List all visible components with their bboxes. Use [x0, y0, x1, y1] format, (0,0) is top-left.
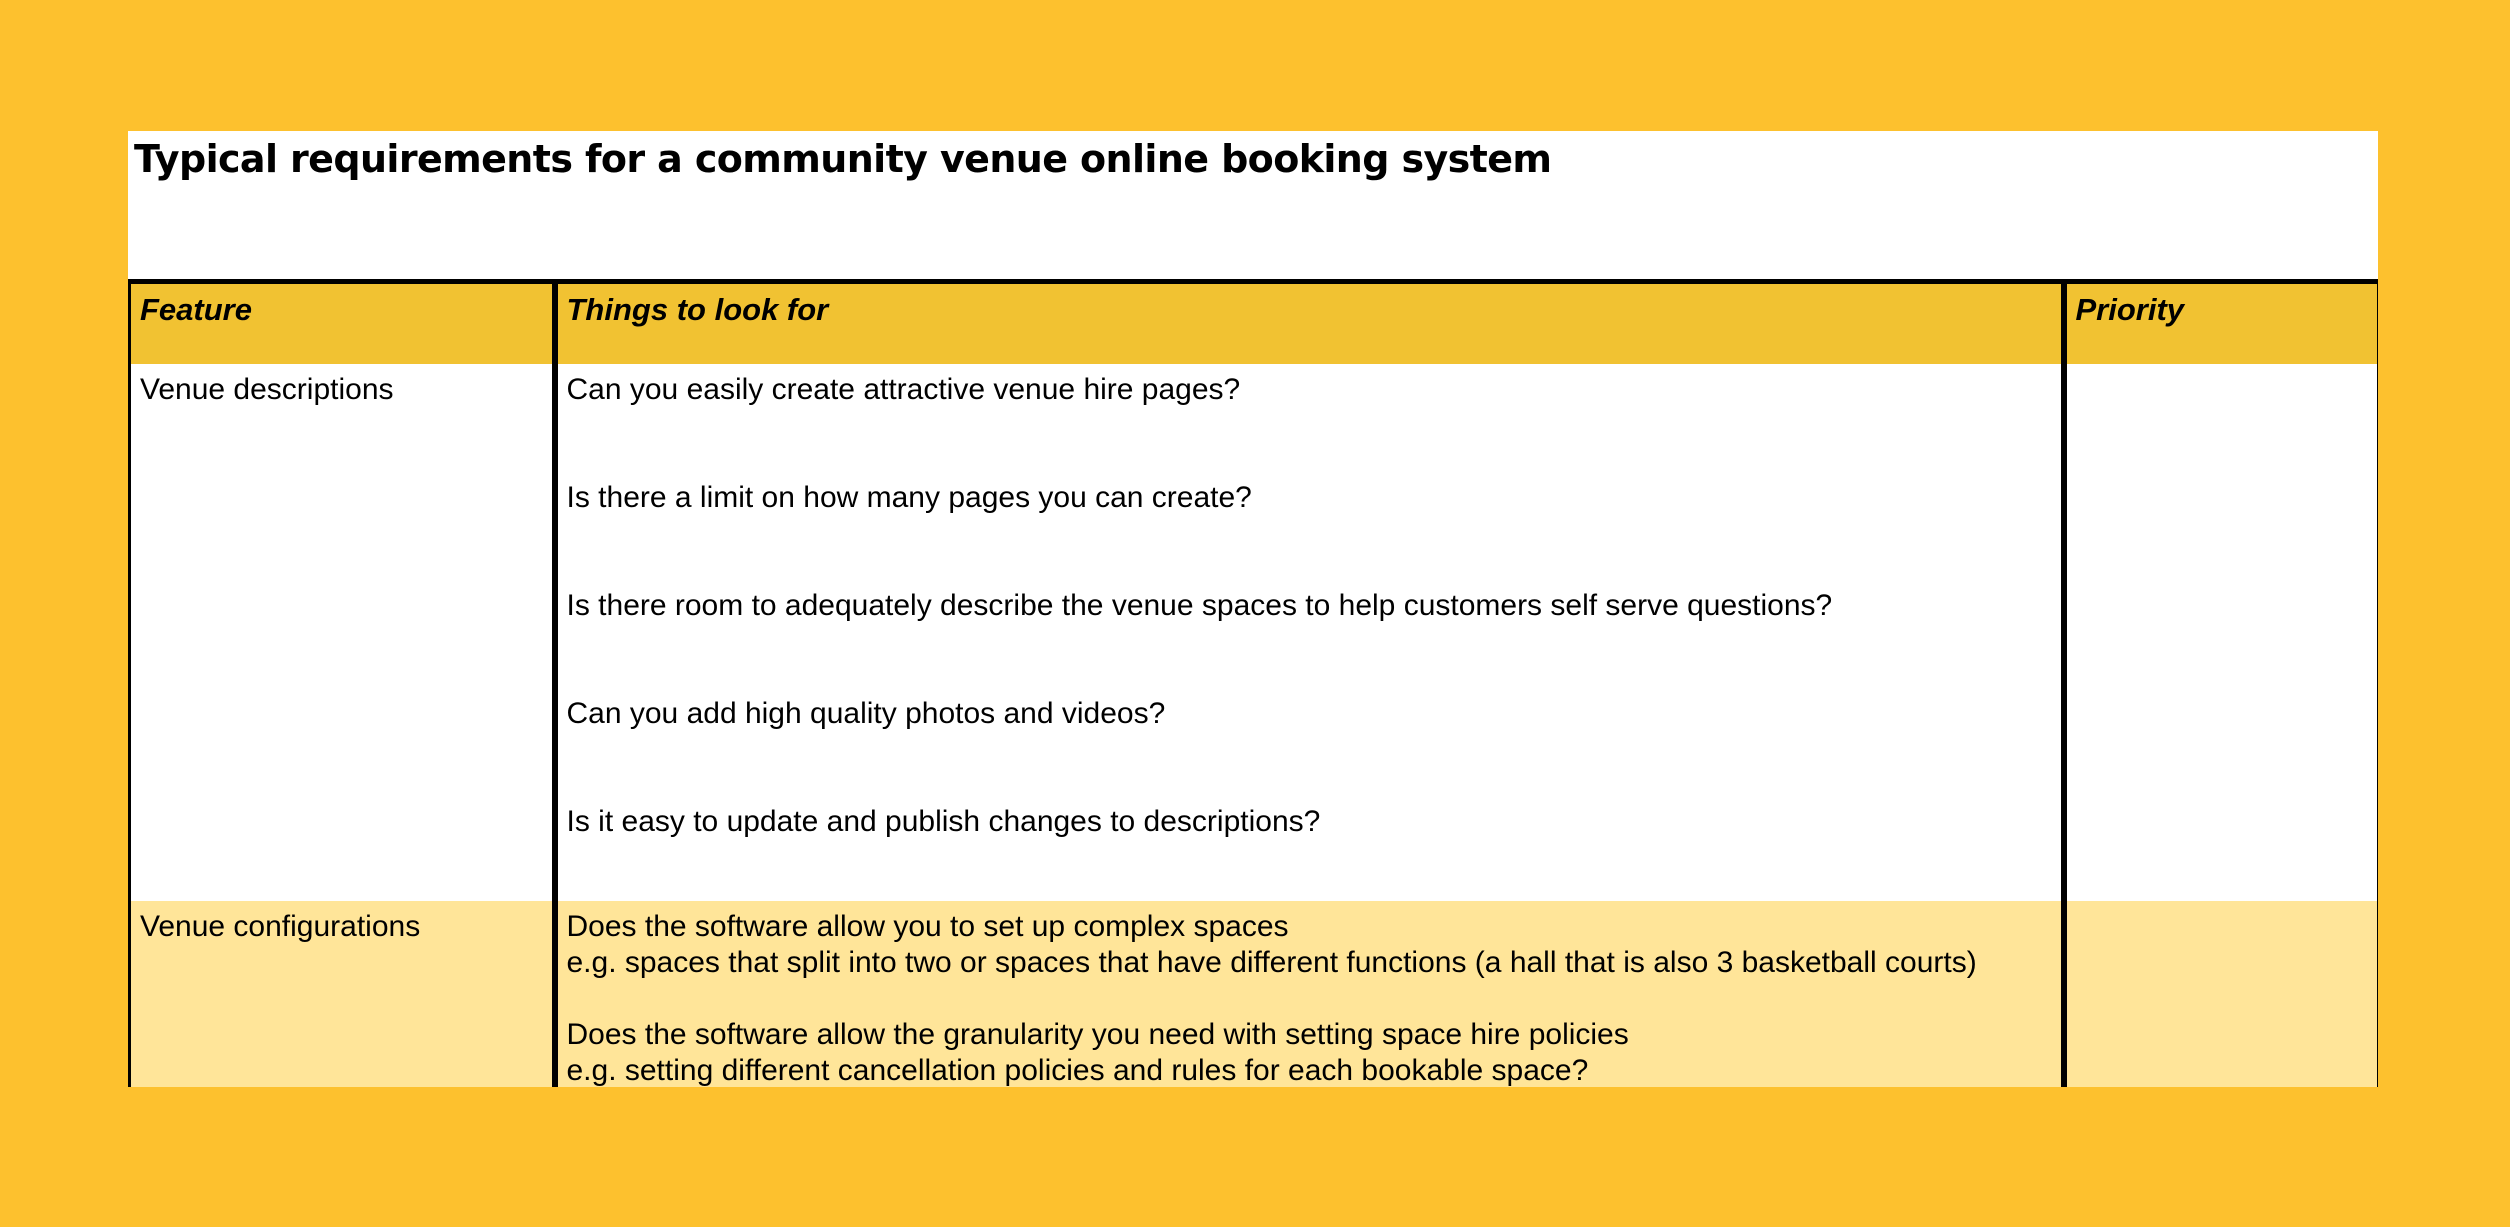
requirement-text: Does the software allow the granularity you need with setting space hire policies [566, 1017, 1629, 1051]
table-row [130, 364, 2379, 901]
requirement-example: e.g. setting different cancellation policies and rules for each bookable space? [566, 1053, 1589, 1087]
requirement-text: Is there room to adequately describe the venue spaces to help customers self serve questions? [566, 588, 1833, 622]
header-things-to-look-for[interactable]: Things to look for [555, 282, 2064, 364]
requirement-text: Can you easily create attractive venue hire pages? [566, 372, 1241, 406]
requirement-text: Is there a limit on how many pages you can create? [566, 480, 1252, 514]
priority-cell[interactable] [2064, 901, 2379, 1088]
header-priority[interactable]: Priority [2064, 282, 2379, 364]
things-cell[interactable] [555, 901, 2064, 1088]
priority-cell[interactable] [2064, 364, 2379, 901]
spreadsheet-sheet [128, 131, 2378, 1087]
requirement-text: Does the software allow you to set up complex spaces [566, 909, 1289, 943]
things-cell[interactable] [555, 364, 2064, 901]
requirement-text: Can you add high quality photos and videos? [566, 696, 1166, 730]
requirements-table [128, 279, 2378, 1087]
header-feature[interactable]: Feature [130, 282, 555, 364]
feature-cell[interactable]: Venue descriptions [130, 364, 555, 901]
header-row [130, 282, 2379, 364]
page-title: Typical requirements for a community venue online booking system [134, 137, 1552, 181]
requirement-example: e.g. spaces that split into two or spaces that have different functions (a hall that is also 3 basketball courts) [566, 945, 1977, 979]
table-row [130, 901, 2379, 1088]
feature-cell[interactable]: Venue configurations [130, 901, 555, 1088]
requirement-text: Is it easy to update and publish changes to descriptions? [566, 804, 1321, 838]
